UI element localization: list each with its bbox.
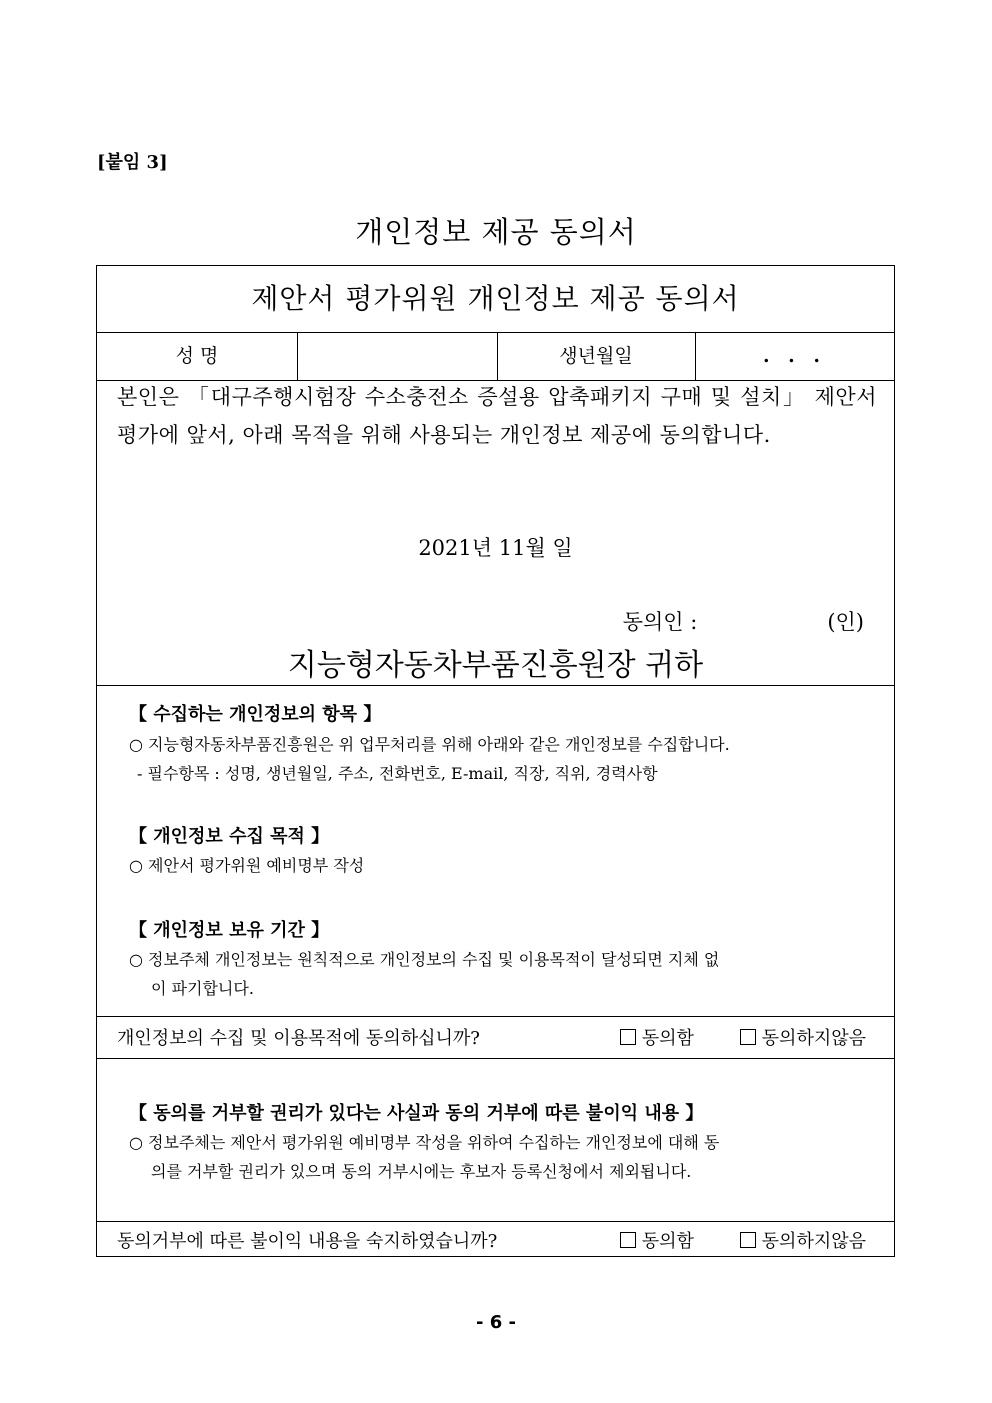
- checkbox-icon[interactable]: [740, 1029, 756, 1045]
- refusal-line: ○ 정보주체는 제안서 평가위원 예비명부 작성을 위하여 수집하는 개인정보에 대해 동: [129, 1133, 720, 1152]
- birth-label: 생년월일: [559, 345, 633, 367]
- consent-date: 2021년 11월 일: [418, 536, 573, 560]
- collect-items-heading: 【 수집하는 개인정보의 항목 】: [129, 704, 382, 725]
- seal-label: (인): [827, 610, 864, 634]
- purpose-body: ○ 제안서 평가위원 예비명부 작성: [129, 856, 365, 875]
- name-field[interactable]: [297, 332, 497, 380]
- retention-line: ○ 정보주체 개인정보는 원칙적으로 개인정보의 수집 및 이용목적이 달성되면 지체 없: [129, 950, 720, 969]
- checkbox-icon[interactable]: [740, 1232, 756, 1248]
- divider: [97, 1221, 894, 1222]
- consent-statement: 본인은 「대구주행시험장 수소충전소 증설용 압축패키지 구매 및 설치」 제안서 평가에 앞서, 아래 목적을 위해 사용되는 개인정보 제공에 동의합니다.: [117, 385, 877, 447]
- disagree-option[interactable]: [740, 1231, 866, 1252]
- divider: [97, 1058, 894, 1059]
- retention-heading: 【 개인정보 보유 기간 】: [129, 920, 330, 941]
- divider: [97, 685, 894, 686]
- agree-option[interactable]: [620, 1028, 694, 1049]
- checkbox-icon[interactable]: [620, 1232, 636, 1248]
- refusal-heading: 【 동의를 거부할 권리가 있다는 사실과 동의 거부에 따른 불이익 내용 】: [129, 1103, 704, 1124]
- birth-field[interactable]: . . .: [762, 345, 827, 367]
- disagree-label: 동의하지않음: [761, 1231, 866, 1252]
- collect-items-required: - 필수항목 : 성명, 생년월일, 주소, 전화번호, E-mail, 직장, 직위, 경력사항: [137, 764, 658, 783]
- question-refusal-text: 동의거부에 따른 불이익 내용을 숙지하였습니까?: [117, 1231, 498, 1252]
- disagree-label: 동의하지않음: [761, 1028, 866, 1049]
- consenter-label: 동의인 :: [622, 610, 698, 634]
- collect-items-line: ○ 지능형자동차부품진흥원은 위 업무처리를 위해 아래와 같은 개인정보를 수집합니다.: [129, 735, 730, 754]
- collect-items-body: [129, 730, 869, 788]
- refusal-body: [129, 1128, 869, 1186]
- retention-line: 이 파기합니다.: [151, 979, 254, 998]
- document-title: 개인정보 제공 동의서: [355, 215, 637, 249]
- question-refusal-row: [117, 1227, 874, 1253]
- divider: [97, 1016, 894, 1017]
- form-title: 제안서 평가위원 개인정보 제공 동의서: [251, 282, 740, 315]
- checkbox-icon[interactable]: [620, 1029, 636, 1045]
- page-number: - 6 -: [476, 1312, 516, 1333]
- agree-option[interactable]: [620, 1231, 694, 1252]
- disagree-option[interactable]: [740, 1028, 866, 1049]
- question-consent-row: [117, 1024, 874, 1050]
- consenter-line: [623, 606, 864, 636]
- agree-label: 동의함: [641, 1028, 694, 1049]
- question-consent-text: 개인정보의 수집 및 이용목적에 동의하십니까?: [117, 1028, 480, 1049]
- attachment-label: [붙임 3]: [97, 152, 168, 173]
- retention-body: [129, 945, 869, 1003]
- agree-label: 동의함: [641, 1231, 694, 1252]
- name-label: 성 명: [175, 345, 219, 367]
- addressee: 지능형자동차부품진흥원장 귀하: [287, 648, 704, 683]
- consent-form: [96, 265, 895, 1257]
- refusal-line: 의를 거부할 권리가 있으며 동의 거부시에는 후보자 등록신청에서 제외됩니다.: [151, 1162, 692, 1181]
- purpose-heading: 【 개인정보 수집 목적 】: [129, 826, 330, 847]
